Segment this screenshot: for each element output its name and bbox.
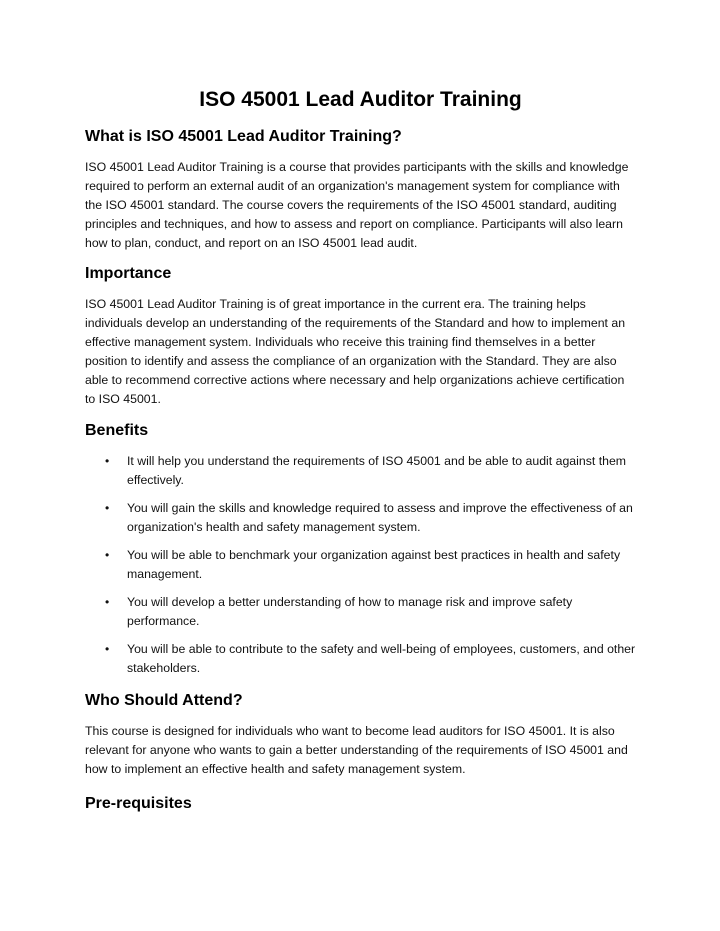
list-item-text: You will develop a better understanding of how to manage risk and improve safety performance. bbox=[127, 595, 573, 628]
list-item bbox=[85, 499, 636, 537]
document-title: ISO 45001 Lead Auditor Training bbox=[199, 88, 522, 111]
benefits-list bbox=[85, 452, 636, 678]
list-item bbox=[85, 640, 636, 678]
list-item-text: It will help you understand the requirements of ISO 45001 and be able to audit against them effectively. bbox=[127, 454, 627, 487]
list-item bbox=[85, 452, 636, 490]
section-heading-benefits: Benefits bbox=[85, 422, 149, 439]
bullet-icon: • bbox=[105, 548, 110, 562]
list-item bbox=[85, 593, 636, 631]
list-item-text: You will gain the skills and knowledge required to assess and improve the effectiveness of an organization's health and safety management system. bbox=[127, 501, 633, 534]
paragraph-who-should-attend: This course is designed for individuals who want to become lead auditors for ISO 45001. It is also relevant for anyone who wants to gain a better understanding of the requirements of ISO 45001 and how to implement an effective health and safety management system. bbox=[85, 724, 628, 776]
paragraph-importance: ISO 45001 Lead Auditor Training is of great importance in the current era. The training helps individuals develop an understanding of the requirements of the Standard and how to implement an effective management system. Individuals who receive this training find themselves in a better position to identify and assess the compliance of an organization with the Standard. They are also able to recommend corrective actions where necessary and help organizations achieve certification to ISO 45001. bbox=[85, 297, 626, 406]
section-heading-prerequisites: Pre-requisites bbox=[85, 795, 192, 812]
bullet-icon: • bbox=[105, 642, 110, 656]
section-heading-who-should-attend: Who Should Attend? bbox=[85, 692, 243, 709]
bullet-icon: • bbox=[105, 501, 110, 515]
list-item bbox=[85, 546, 636, 584]
section-heading-importance: Importance bbox=[85, 265, 172, 282]
paragraph-what-is: ISO 45001 Lead Auditor Training is a course that provides participants with the skills and knowledge required to perform an external audit of an organization's management system for compliance with the ISO 45001 standard. The course covers the requirements of the ISO 45001 standard, auditing principles and techniques, and how to assess and report on compliance. Participants will also learn how to plan, conduct, and report on an ISO 45001 lead audit. bbox=[85, 160, 629, 250]
bullet-icon: • bbox=[105, 454, 110, 468]
list-item-text: You will be able to benchmark your organization against best practices in health and safety management. bbox=[127, 548, 621, 581]
list-item-text: You will be able to contribute to the safety and well-being of employees, customers, and other stakeholders. bbox=[127, 642, 636, 675]
section-heading-what-is: What is ISO 45001 Lead Auditor Training? bbox=[85, 128, 402, 145]
bullet-icon: • bbox=[105, 595, 110, 609]
